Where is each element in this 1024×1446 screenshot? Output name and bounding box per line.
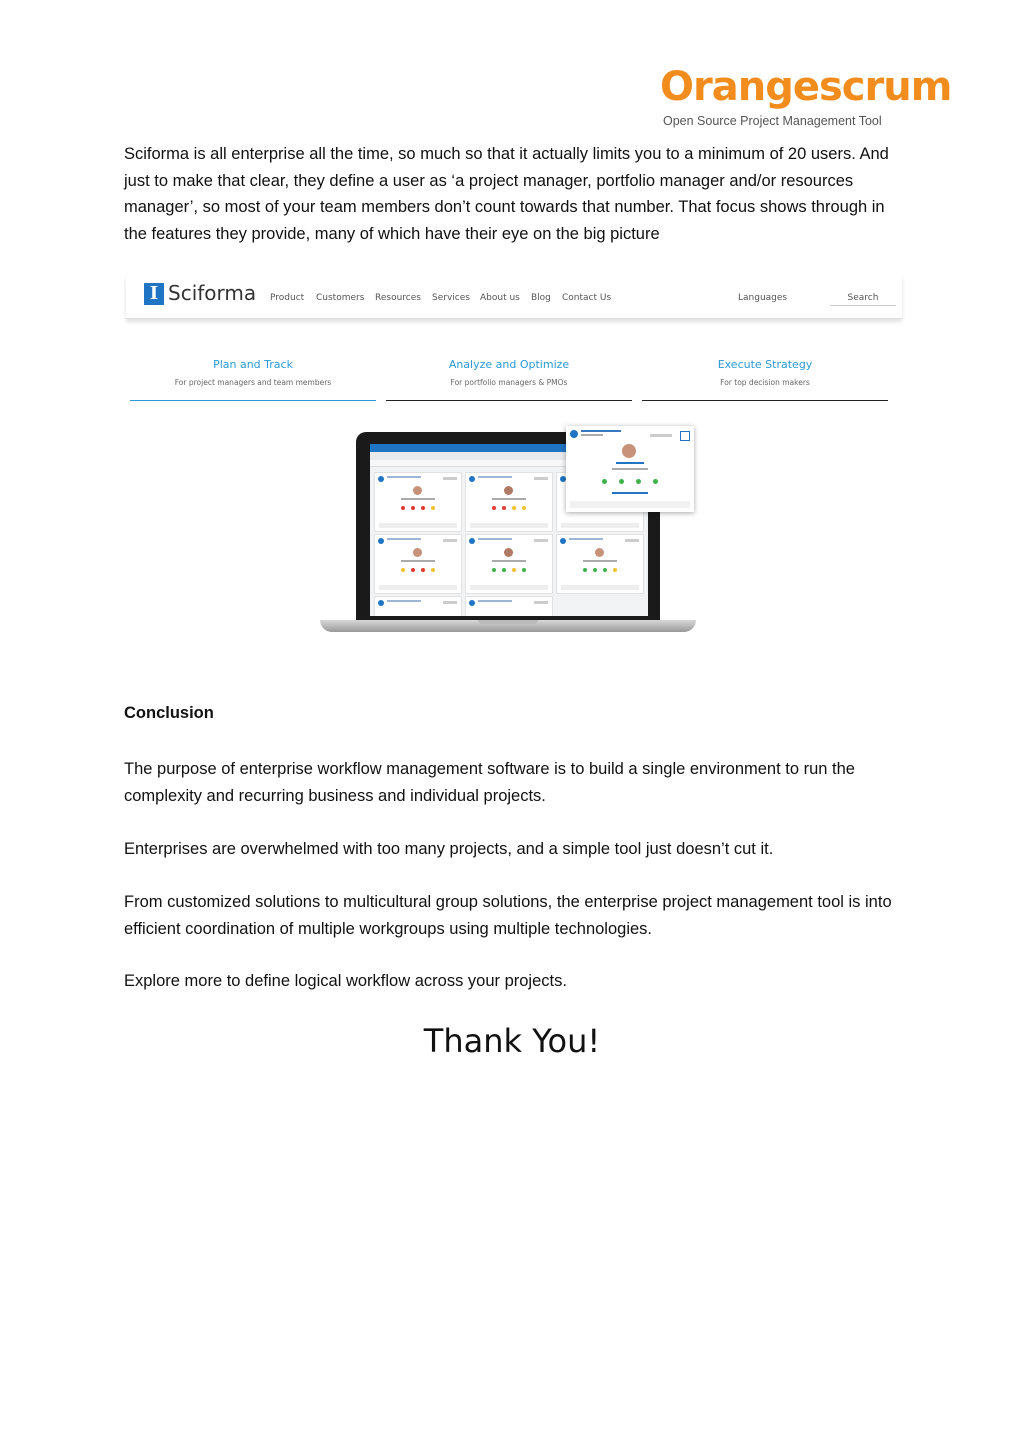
avatar [622,444,636,458]
thank-you-text: Thank You! [423,1022,601,1060]
tab-underline [642,400,888,401]
project-card [374,472,462,532]
conclusion-heading: Conclusion [124,704,214,722]
nav-resources[interactable]: Resources [375,293,421,303]
logo-tagline: Open Source Project Management Tool [663,114,882,128]
project-card [374,534,462,594]
project-card [465,534,553,594]
nav-blog[interactable]: Blog [531,293,551,303]
tab-analyze-and-optimize[interactable] [386,358,632,387]
sciforma-logo-mark: I [144,283,164,305]
tab-execute-strategy[interactable] [642,358,888,387]
tab-subtitle: For project managers and team members [174,378,332,387]
search-field[interactable]: Search [830,293,896,306]
tab-subtitle: For top decision makers [720,378,810,387]
chart-icon [680,431,690,441]
tab-plan-and-track[interactable] [130,358,376,387]
project-card [465,472,553,532]
nav-about-us[interactable]: About us [480,293,520,303]
tab-subtitle: For portfolio managers & PMOs [450,378,568,387]
sciforma-logo-text: Sciforma [168,281,257,305]
tab-underline [386,400,632,401]
nav-product[interactable]: Product [270,293,305,303]
tab-title: Execute Strategy [717,358,813,371]
project-card [374,596,462,616]
paragraph-solutions: From customized solutions to multicultural group solutions, the enterprise project management tool is into efficient coordination of multiple workgroups using multiple technologies. [124,893,892,938]
orangescrum-logo [660,62,952,132]
nav-contact-us[interactable]: Contact Us [562,293,612,303]
paragraph-explore: Explore more to define logical workflow across your projects. [124,972,567,990]
project-card [465,596,553,616]
paragraph-enterprises: Enterprises are overwhelmed with too many projects, and a simple tool just doesn’t cut it. [124,840,774,858]
nav-languages[interactable]: Languages [738,293,788,303]
tab-title: Plan and Track [213,358,293,371]
tab-underline-active [130,400,376,401]
tab-title: Analyze and Optimize [448,358,570,371]
logo-wordmark: Orangescrum [660,64,952,110]
sciforma-header [126,276,902,319]
project-card [556,534,644,594]
nav-customers[interactable]: Customers [316,293,365,303]
project-detail-popup [566,426,694,512]
laptop-notch [478,620,538,624]
paragraph-purpose: The purpose of enterprise workflow management software is to build a single environment to run the complexity and recurring business and individual projects. [124,760,855,805]
nav-services[interactable]: Services [432,293,470,303]
intro-paragraph: Sciforma is all enterprise all the time, so much so that it actually limits you to a minimum of 20 users. And just to make that clear, they define a user as ‘a project manager, portfolio manager and/or resources manager’, so most of your team members don’t count towards that number. That focus shows through in the features they provide, many of which have their eye on the big picture [124,145,889,243]
